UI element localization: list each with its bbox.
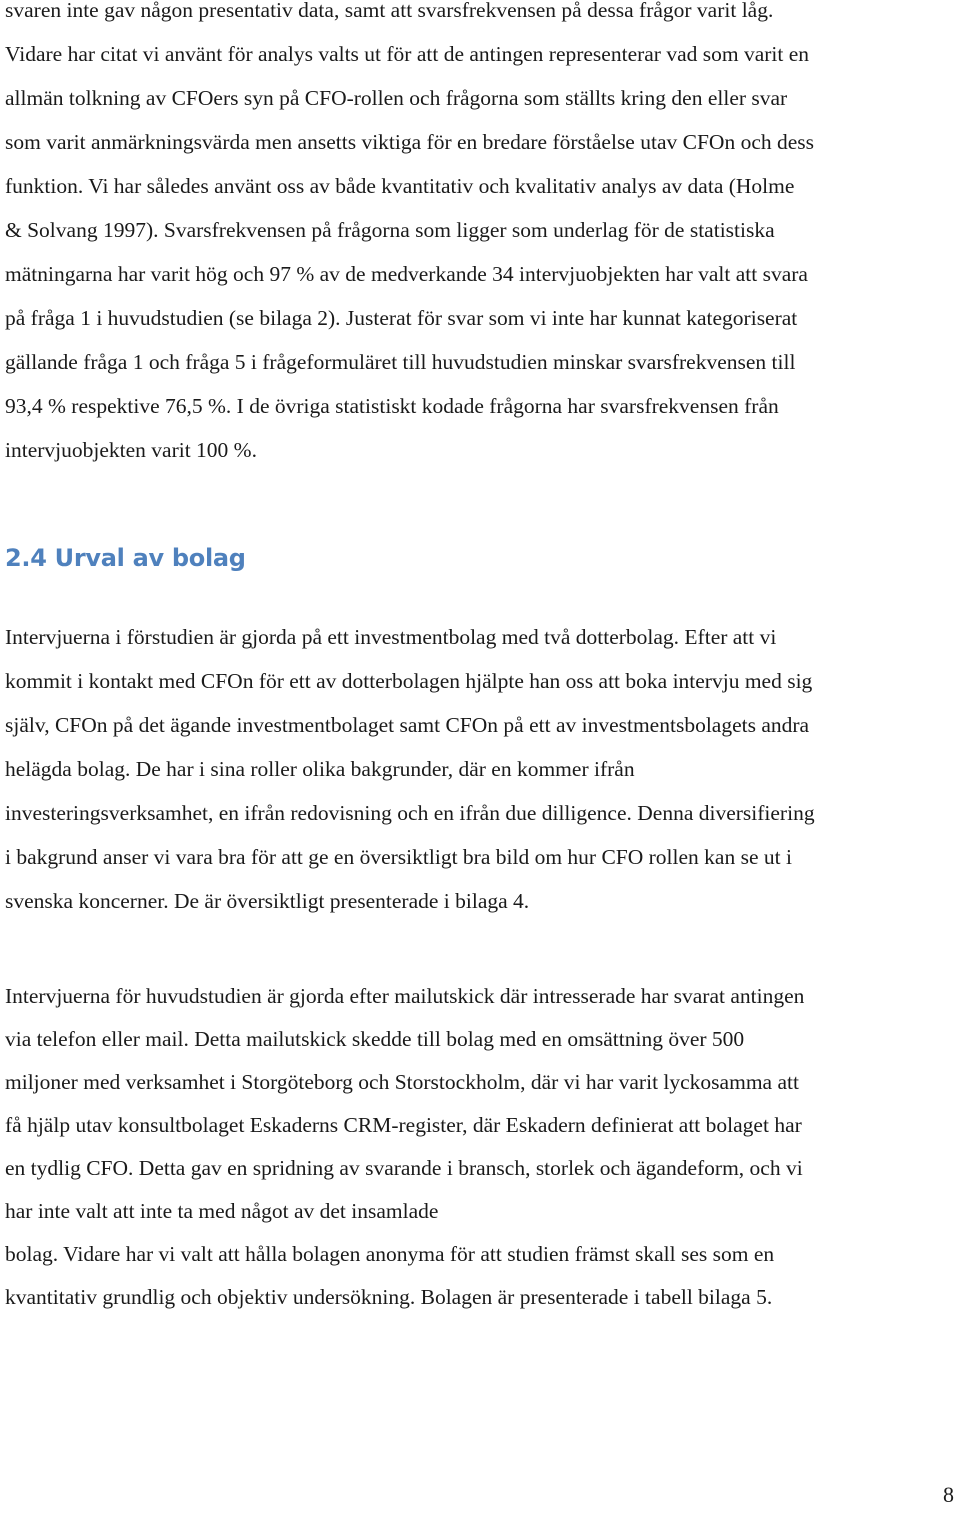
text-line: investeringsverksamhet, en ifrån redovisning och en ifrån due dilligence. Denna diversifiering (5, 801, 815, 825)
paragraph-mainstudy-selection (5, 975, 957, 1319)
text-line: Intervjuerna för huvudstudien är gjorda efter mailutskick där intresserade har svarat antingen (5, 984, 805, 1008)
text-line: miljoner med verksamhet i Storgöteborg och Storstockholm, där vi har varit lyckosamma att (5, 1070, 799, 1094)
text-line: Intervjuerna i förstudien är gjorda på ett investmentbolag med två dotterbolag. Efter att vi (5, 625, 777, 649)
text-line: intervjuobjekten varit 100 %. (5, 438, 257, 462)
paragraph-prestudy-selection (5, 615, 957, 923)
text-line: via telefon eller mail. Detta mailutskick skedde till bolag med en omsättning över 500 (5, 1027, 745, 1051)
paragraph-method-analysis (5, 0, 957, 472)
text-line: Vidare har citat vi använt för analys valts ut för att de antingen representerar vad som varit en (5, 42, 810, 66)
text-line: få hjälp utav konsultbolaget Eskaderns CRM-register, där Eskadern definierat att bolaget har (5, 1113, 802, 1137)
text-line: 93,4 % respektive 76,5 %. I de övriga statistiskt kodade frågorna har svarsfrekvensen från (5, 394, 779, 418)
page-number: 8 (943, 1482, 954, 1507)
text-line: & Solvang 1997). Svarsfrekvensen på frågorna som ligger som underlag för de statistiska (5, 218, 775, 242)
text-line: som varit anmärkningsvärda men ansetts viktiga för en bredare förståelse utav CFOn och dess (5, 130, 815, 154)
text-line: i bakgrund anser vi vara bra för att ge en översiktligt bra bild om hur CFO rollen kan se ut i (5, 845, 792, 869)
section-heading: 2.4 Urval av bolag (5, 544, 246, 572)
text-line: svenska koncerner. De är översiktligt presenterade i bilaga 4. (5, 889, 530, 913)
text-line: en tydlig CFO. Detta gav en spridning av svarande i bransch, storlek och ägandeform, och vi (5, 1156, 803, 1180)
text-line: har inte valt att inte ta med något av det insamlade (5, 1199, 439, 1223)
text-line: funktion. Vi har således använt oss av både kvantitativ och kvalitativ analys av data (Holme (5, 174, 795, 198)
text-line: kvantitativ grundlig och objektiv undersökning. Bolagen är presenterade i tabell bilaga 5. (5, 1285, 773, 1309)
text-line: gällande fråga 1 och fråga 5 i frågeformuläret till huvudstudien minskar svarsfrekvensen till (5, 350, 796, 374)
text-line: svaren inte gav någon presentativ data, samt att svarsfrekvensen på dessa frågor varit låg. (5, 0, 774, 22)
text-line: bolag. Vidare har vi valt att hålla bolagen anonyma för att studien främst skall ses som en (5, 1242, 775, 1266)
text-line: kommit i kontakt med CFOn för ett av dotterbolagen hjälpte han oss att boka intervju med sig (5, 669, 813, 693)
text-line: allmän tolkning av CFOers syn på CFO-rollen och frågorna som ställts kring den eller svar (5, 86, 788, 110)
text-line: själv, CFOn på det ägande investmentbolaget samt CFOn på ett av investmentsbolagets andra (5, 713, 810, 737)
text-line: mätningarna har varit hög och 97 % av de medverkande 34 intervjuobjekten har valt att svara (5, 262, 808, 286)
text-line: helägda bolag. De har i sina roller olika bakgrunder, där en kommer ifrån (5, 757, 635, 781)
text-line: på fråga 1 i huvudstudien (se bilaga 2). Justerat för svar som vi inte har kunnat kategoriserat (5, 306, 798, 330)
